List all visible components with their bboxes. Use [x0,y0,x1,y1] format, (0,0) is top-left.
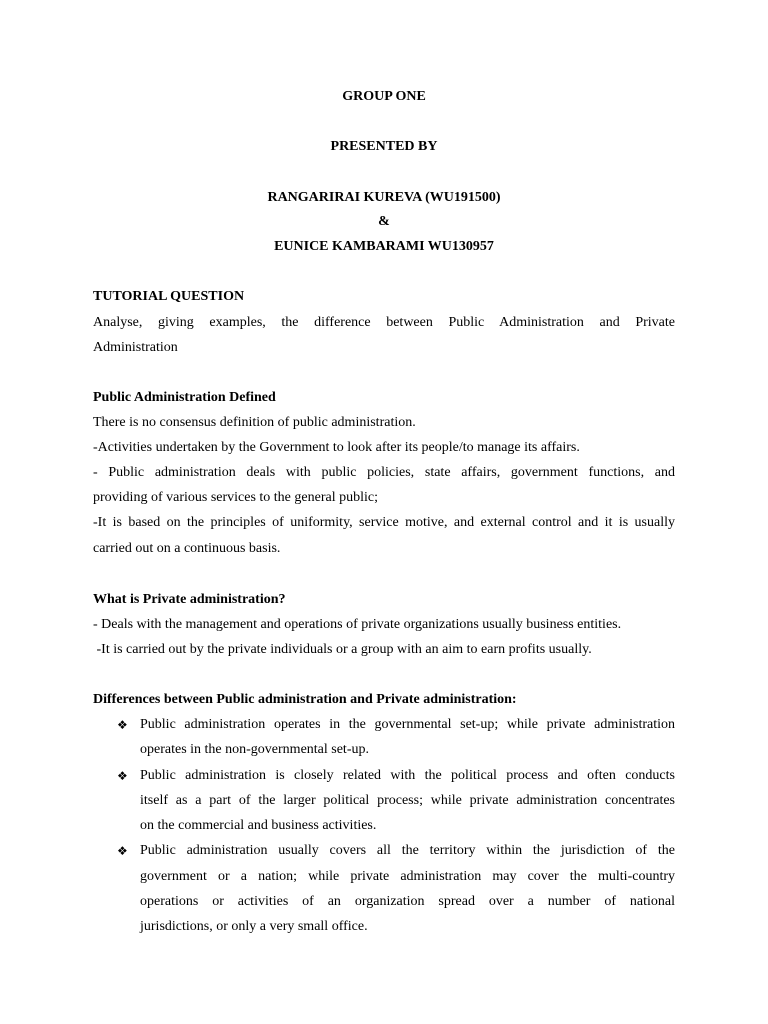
presenter-name-1: RANGARIRAI KUREVA (WU191500) [267,190,501,205]
group-title: GROUP ONE [342,89,426,104]
tutorial-question-line: Administration [93,340,178,355]
diamond-bullet-icon: ❖ [117,844,128,858]
difference-item-line: on the commercial and business activities. [140,818,377,833]
private-admin-line: -It is carried out by the private individuals or a group with an aim to earn profits usually. [93,642,592,657]
differences-heading: Differences between Public administration and Private administration: [93,692,517,707]
diamond-bullet-icon: ❖ [117,718,128,732]
public-admin-line: -Activities undertaken by the Government to look after its people/to manage its affairs. [93,440,580,455]
public-admin-heading: Public Administration Defined [93,390,276,405]
presented-by-label: PRESENTED BY [330,139,438,154]
difference-item-line: jurisdictions, or only a very small office. [140,919,368,934]
tutorial-question-line: Analyse, giving examples, the difference between Public Administration and Private [93,315,675,330]
private-admin-heading: What is Private administration? [93,592,286,607]
diamond-bullet-icon: ❖ [117,769,128,783]
presenter-separator: & [378,214,390,229]
tutorial-heading: TUTORIAL QUESTION [93,289,245,304]
difference-item-line: operates in the non-governmental set-up. [140,742,369,757]
public-admin-line: -It is based on the principles of uniformity, service motive, and external control and it is usually [93,515,675,530]
public-admin-line: providing of various services to the general public; [93,490,378,505]
private-admin-line: - Deals with the management and operations of private organizations usually business entities. [93,617,622,632]
difference-item-line: Public administration is closely related with the political process and often conducts [140,768,675,783]
presenter-name-2: EUNICE KAMBARAMI WU130957 [274,239,494,254]
difference-item-line: Public administration operates in the governmental set-up; while private administration [140,717,675,732]
public-admin-line: There is no consensus definition of public administration. [93,415,416,430]
difference-item-line: itself as a part of the larger political process; while private administration concentrates [140,793,675,808]
difference-item-line: government or a nation; while private administration may cover the multi-country [140,869,675,884]
public-admin-line: - Public administration deals with public policies, state affairs, government functions, and [93,465,675,480]
difference-item-line: Public administration usually covers all the territory within the jurisdiction of the [140,843,675,858]
public-admin-line: carried out on a continuous basis. [93,541,281,556]
difference-item-line: operations or activities of an organization spread over a number of national [140,894,675,909]
